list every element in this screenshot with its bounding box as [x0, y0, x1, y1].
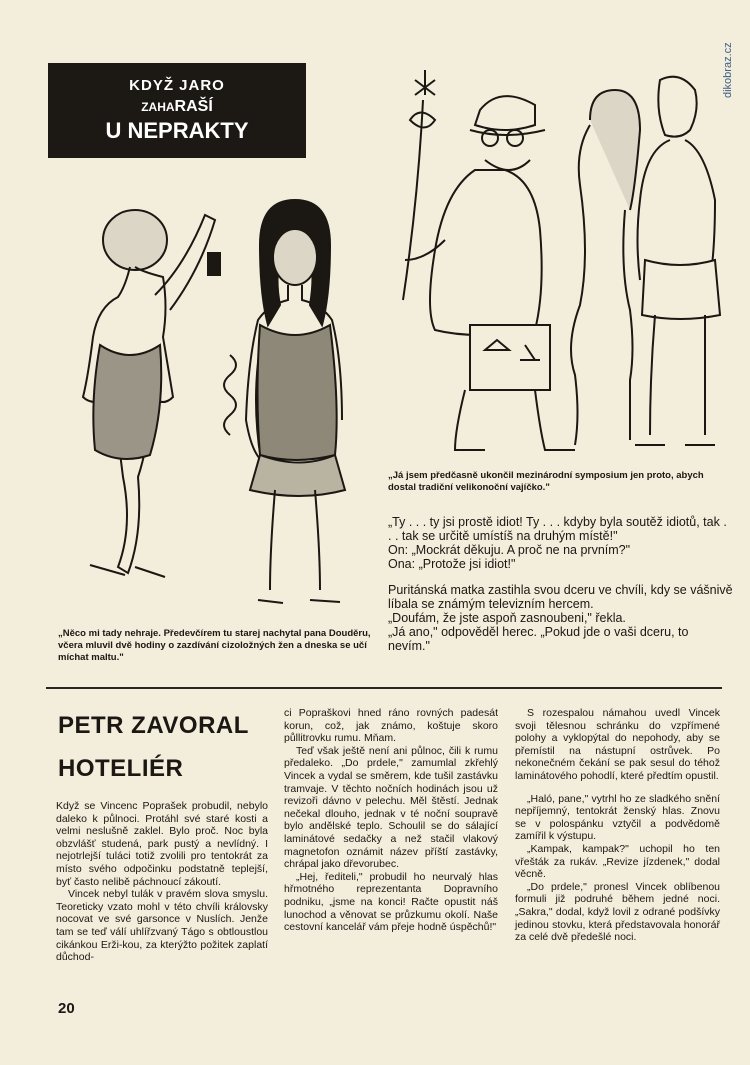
story-paragraph: S rozespalou námahou uvedl Vincek svoji tělesnou schránku do vzpřímené polohy a vyklopýtal do nepohody, aby se přemístil na nástupní ostrůvek. Po nekonečném čekání se pak sesul do téhož laminátového pohodlí, které předtím opustil.	[515, 707, 720, 782]
story-title: HOTELIÉR	[58, 755, 184, 782]
story-paragraph: Když se Vincenc Poprašek probudil, nebylo daleko k půlnoci. Protáhl své staré kosti a velmi neslušně zaklel. Bylo proč. Noc byla obzvlášť studená, park pustý a nevlídný. I nejotrlejší tuláci totiž zvolili pro tentokrát za místo svého odpočinku podstatně teplejší, byť často nelibě páchnoucí zákoutí.	[56, 800, 268, 888]
story-paragraph: „Do prdele," pronesl Vincek oblíbenou formuli již podruhé během jedné noci. „Sakra," dodal, když lovil z odrané podšívky jedinou stovku, která představovala honorář za celé dvě předešlé noci.	[515, 880, 720, 944]
story-paragraph: „Kampak, kampak?" uchopil ho ten vřešták za rukáv. „Revize jízdenek," dodal věcně.	[515, 842, 720, 881]
joke2-line3: „Já ano," odpověděl herec. „Pokud jde o vaši dceru, to nevím."	[388, 625, 689, 653]
cartoon-title-line2-small: ZAHA	[141, 100, 175, 114]
cartoon-title-box	[48, 63, 306, 158]
page-number: 20	[58, 1000, 75, 1017]
story-column-2	[284, 707, 498, 934]
cartoon-easter-illustration	[385, 60, 730, 460]
section-divider	[46, 687, 722, 689]
joke2-line2: „Doufám, že jste aspoň zasnoubeni," řekla.	[388, 611, 626, 625]
cartoon-title-line2	[48, 98, 306, 116]
story-paragraph: Teď však ještě není ani půlnoc, čili k rumu předaleko. „Do prdele," zamumlal zkřehlý Vincek a vydal se směrem, kde tušil zastávku tramvaje. V těchto nočních hodinách jsou už revizoři dávno v pelechu. Měl štěstí. Jednak nečekal dlouho, jednak v té noční soupravě bylo andělské teplo. Schoulil se do sálající laminátové sedačky a než stačil vlakový magnetofon oznámit název příští zastávky, chrápal jako dřevorubec.	[284, 744, 498, 871]
story-column-1	[56, 800, 268, 964]
story-author: PETR ZAVORAL	[58, 712, 249, 739]
caption-left: „Něco mi tady nehraje. Předevčírem tu starej nachytal pana Douděru, včera mluvil dvě hodiny o zazdívání cizoložných žen a dneska se učí míchat maltu."	[58, 628, 371, 663]
story-paragraph: Vincek nebyl tulák v pravém slova smyslu. Teoreticky vzato mohl v této chvíli královsky nocovat ve své garsonce v Nuslích. Jenže tam se teď válí uhlířzvaný Tágo s obtloustlou cikánkou Erži-kou, za kterýžto požitek zaplatí důchod-	[56, 888, 268, 964]
cartoon-two-women-illustration	[60, 185, 360, 625]
cartoon-title-line1: KDYŽ JARO	[129, 77, 225, 94]
watermark: dikobraz.cz	[722, 42, 734, 98]
joke2-text: Puritánská matka zastihla svou dceru ve chvíli, kdy se vášnivě líbala se známým televizním hercem.	[388, 583, 733, 611]
joke1-ona: Ona: „Protože jsi idiot!"	[388, 557, 516, 571]
cartoon-title-line3: U NEPRAKTY	[105, 118, 249, 143]
joke1-text: „Ty . . . ty jsi prostě idiot! Ty . . . kdyby byla soutěž idiotů, tak . . . tak se určitě umístíš na druhým místě!"	[388, 515, 727, 543]
caption-right: „Já jsem předčasně ukončil mezinárodní symposium jen proto, abych dostal tradiční velikonoční vajíčko."	[388, 470, 704, 493]
story-paragraph: ci Popraškovi hned ráno rovných padesát korun, což, jak známo, koštuje skoro půllitrovku rumu. Mňam.	[284, 707, 498, 745]
story-paragraph: „Hej, řediteli," probudil ho neurvalý hlas hřmotného reprezentanta Dopravního podniku, „jsme na konci! Račte opustit náš lunochod a věnovat se průzkumu okolí. Naše cestovní kancelář vám přeje hodně úspěchů!"	[284, 870, 498, 934]
story-paragraph: „Haló, pane," vytrhl ho ze sladkého snění nepříjemný, tentokrát ženský hlas. Znovu se v polospánku vztyčil a podvědomě zamířil k výstupu.	[515, 792, 720, 843]
story-column-3	[515, 707, 720, 944]
joke1-on: On: „Mockrát děkuju. A proč ne na prvním?"	[388, 543, 631, 557]
jokes-block	[388, 515, 733, 653]
cartoon-title-line2-big: RAŠÍ	[174, 98, 213, 115]
